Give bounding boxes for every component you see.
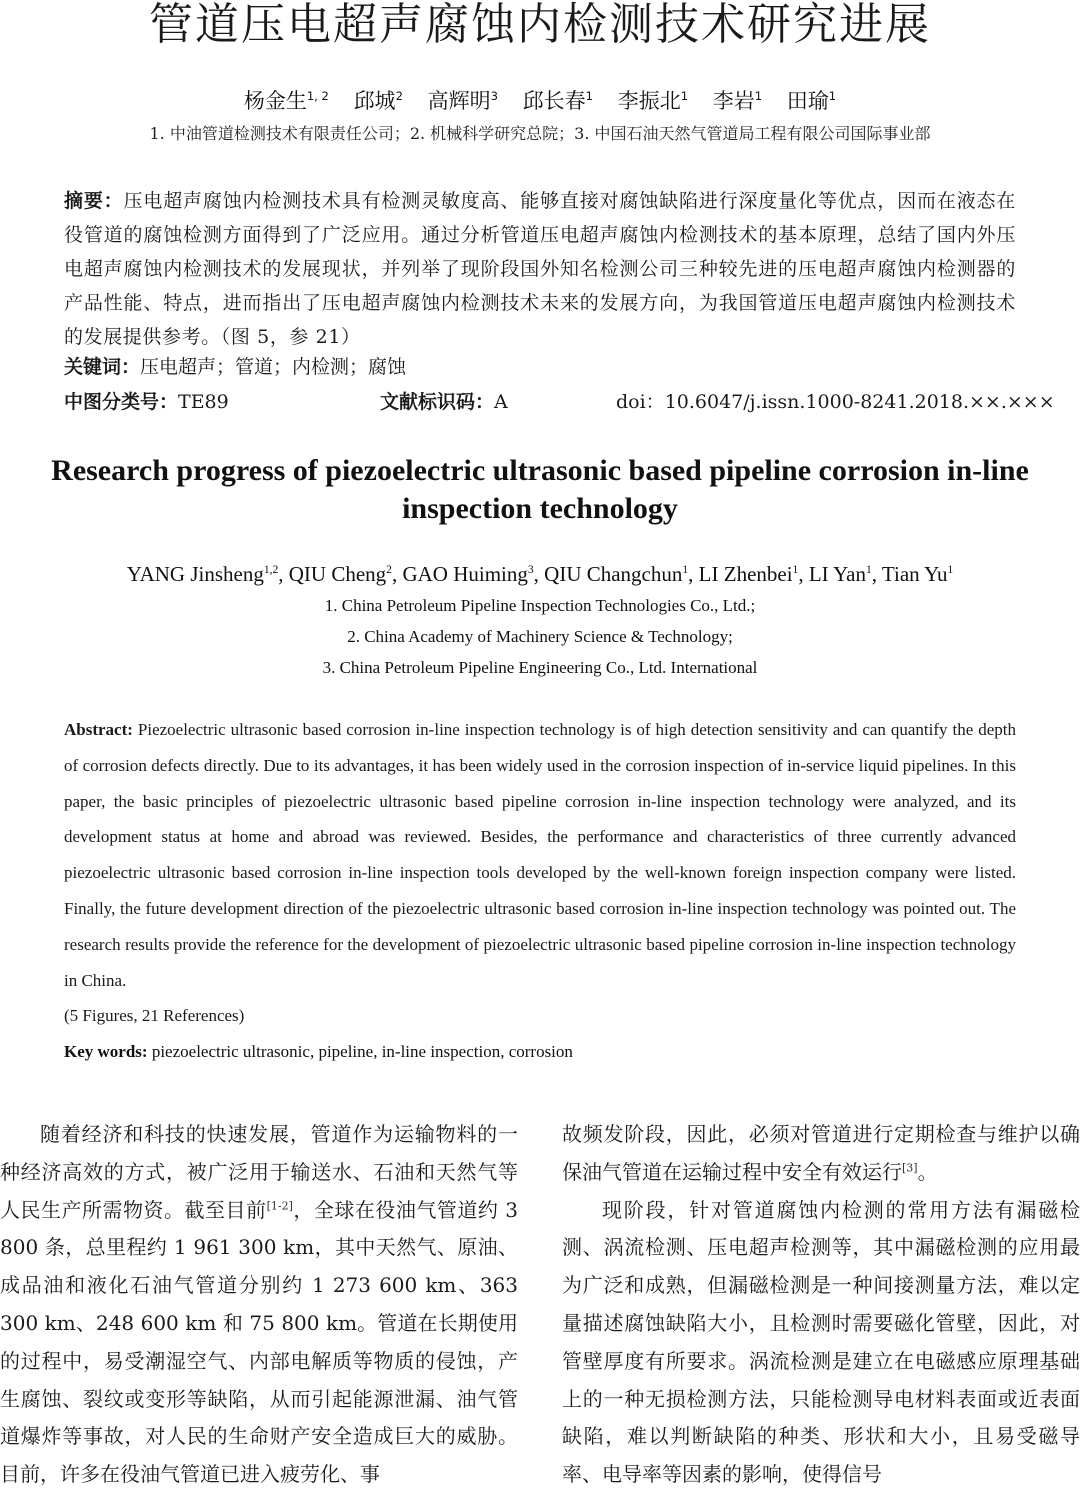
affiliations-en (0, 590, 1080, 683)
abstract-text-cn: 压电超声腐蚀内检测技术具有检测灵敏度高、能够直接对腐蚀缺陷进行深度量化等优点，因而在液态在役管道的腐蚀检测方面得到了广泛应用。通过分析管道压电超声腐蚀内检测技术的基本原理，总结了国内外压电超声腐蚀内检测技术的发展现状，并列举了现阶段国外知名检测公司三种较先进的压电超声腐蚀内检测器的产品性能、特点，进而指出了压电超声腐蚀内检测技术未来的发展方向，为我国管道压电超声腐蚀内检测技术的发展提供参考。（图 5，参 21） (64, 190, 1016, 348)
author-en: Tian Yu$^1$ (881, 562, 954, 586)
affiliation-en: 1. China Petroleum Pipeline Inspection Technologies Co., Ltd.; (324, 596, 756, 615)
body-paragraph: 随着经济和科技的快速发展，管道作为运输物料的一种经济高效的方式，被广泛用于输送水、石油和天然气等人民生产所需物资。截至目前[1-2]，全球在役油气管道约 3 800 条，总里程约 1 961 300 km，其中天然气、原油、成品油和液化石油气管道分别约 1 273 600 km、363 300 km、248 600 km 和 75 800 km。管道在长期使用的过程中，易受潮湿空气、内部电解质等物质的侵蚀，产生腐蚀、裂纹或变形等缺陷，从而引起能源泄漏、油气管道爆炸等事故，对人民的生命财产安全造成巨大的威胁。目前，许多在役油气管道已进入疲劳化、事 (0, 1122, 518, 1487)
author-en: LI Zhenbei$^1$ (698, 562, 799, 586)
author-en: YANG Jinsheng$^{1,2}$ (126, 562, 279, 586)
keywords-en (64, 1037, 1016, 1067)
author-en: GAO Huiming$^3$ (402, 562, 534, 586)
affiliation-en: 2. China Academy of Machinery Science & Technology; (347, 627, 733, 646)
clc-number: 中图分类号：TE89 (64, 391, 229, 413)
author-en: QIU Cheng$^2$ (288, 562, 392, 586)
keywords-label-en: Key words: (64, 1042, 148, 1061)
body-column-left (0, 1116, 518, 1494)
author-cn: 邱长春$^1$ (522, 89, 594, 113)
author-cn: 邱城$^2$ (353, 89, 403, 113)
abstract-label-cn: 摘要： (64, 190, 124, 212)
citation: [1-2] (266, 1198, 293, 1212)
document-code: 文献标识码：A (380, 391, 508, 413)
author-en: QIU Changchun$^1$ (544, 562, 689, 586)
author-en: LI Yan$^1$ (808, 562, 872, 586)
keywords-cn (64, 352, 1016, 382)
body-paragraph: 现阶段，针对管道腐蚀内检测的常用方法有漏磁检测、涡流检测、压电超声检测等，其中漏磁检测的应用最为广泛和成熟，但漏磁检测是一种间接测量方法，难以定量描述腐蚀缺陷大小，且检测时需要磁化管壁，因此，对管壁厚度有所要求。涡流检测是建立在电磁感应原理基础上的一种无损检测方法，只能检测导电材料表面或近表面缺陷，难以判断缺陷的种类、形状和大小，且易受磁导率、电导率等因素的影响，使得信号 (562, 1197, 1080, 1487)
abstract-label-en: Abstract: (64, 720, 133, 739)
citation: [3] (902, 1161, 918, 1175)
body-column-right (562, 1116, 1080, 1494)
body-paragraph: 故频发阶段，因此，必须对管道进行定期检查与维护以确保油气管道在运输过程中安全有效运行[3]。 (562, 1122, 1080, 1184)
author-list-cn (0, 86, 1080, 116)
abstract-en (64, 712, 1016, 1034)
author-cn: 李振北$^1$ (617, 89, 689, 113)
keywords-label-cn: 关键词： (64, 356, 141, 378)
author-cn: 李岩$^1$ (712, 89, 763, 113)
author-cn: 杨金生$^{1, 2}$ (243, 89, 329, 113)
author-list-en: YANG Jinsheng$^{1,2}$, QIU Cheng$^2$, GAO Huiming$^3$, QIU Changchun$^1$, LI Zhenbei$^1$, LI Yan$^1$, Tian Yu$^1$ (126, 562, 954, 586)
author-cn: 田瑜$^1$ (786, 89, 837, 113)
page-title-en: Research progress of piezoelectric ultrasonic based pipeline corrosion in-line inspection technology (51, 454, 1029, 525)
keywords-text-en: piezoelectric ultrasonic, pipeline, in-line inspection, corrosion (151, 1042, 573, 1061)
abstract-figures-refs: (5 Figures, 21 References) (64, 1006, 245, 1026)
abstract-cn (64, 184, 1016, 354)
keywords-text-cn: 压电超声；管道；内检测；腐蚀 (140, 356, 407, 378)
abstract-text-en: Piezoelectric ultrasonic based corrosion in-line inspection technology is of high detection sensitivity and can quantify the depth of corrosion defects directly. Due to its advantages, it has been widely used in the corrosion inspection of in-service liquid pipelines. In this paper, the basic principles of piezoelectric ultrasonic based pipeline corrosion in-line inspection technology were analyzed, and its development status at home and abroad was reviewed. Besides, the performance and characteristics of three currently advanced piezoelectric ultrasonic based corrosion in-line inspection tools developed by the well-known foreign inspection company were listed. Finally, the future development direction of the piezoelectric ultrasonic based corrosion in-line inspection technology was pointed out. The research results provide the reference for the development of piezoelectric ultrasonic based pipeline corrosion in-line inspection technology in China. (64, 720, 1016, 990)
affiliations-cn: 1. 中油管道检测技术有限责任公司；2. 机械科学研究总院；3. 中国石油天然气管道局工程有限公司国际事业部 (149, 124, 931, 143)
author-cn: 高辉明$^3$ (427, 89, 498, 113)
page-title-cn: 管道压电超声腐蚀内检测技术研究进展 (149, 0, 931, 50)
doi: doi：10.6047/j.issn.1000-8241.2018.××.××× (616, 391, 1055, 413)
affiliation-en: 3. China Petroleum Pipeline Engineering Co., Ltd. International (322, 658, 758, 677)
